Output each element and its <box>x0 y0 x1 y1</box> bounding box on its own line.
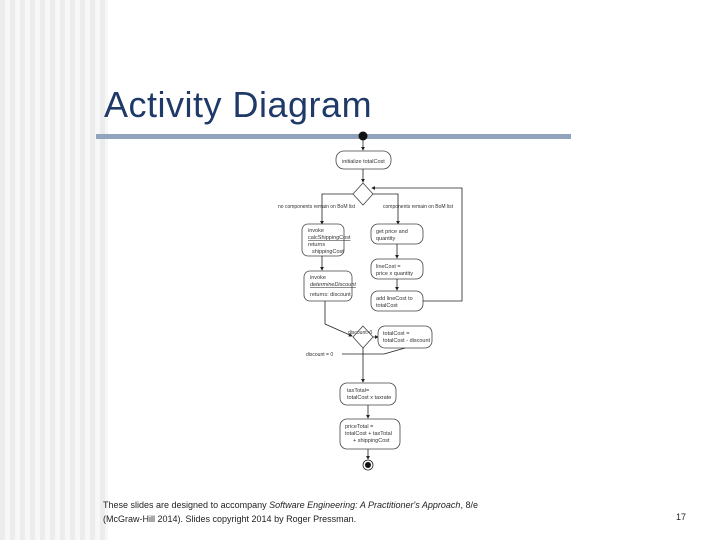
invoke-ship-line-4: shippingCost <box>312 249 344 255</box>
final-node-inner <box>365 462 371 468</box>
initial-node <box>359 132 368 141</box>
page-number: 17 <box>676 512 687 522</box>
guard-no-components-remain: no components remain on BoM list <box>278 204 355 210</box>
price-line-1: priceTotal = <box>345 424 374 430</box>
slide-title: Activity Diagram <box>104 84 373 125</box>
get-price-line-1: get price and <box>376 229 408 235</box>
apply-disc-line-1: totalCost = <box>383 331 410 337</box>
activity-diagram <box>260 128 480 478</box>
invoke-ship-line-2: calcShippingCost <box>308 235 351 241</box>
tax-line-2: totalCost x taxrate <box>347 395 392 401</box>
footer-suffix: , 8/e <box>460 500 478 510</box>
get-price-line-2: quantity <box>376 236 396 242</box>
node-tax-total <box>340 383 396 405</box>
line-cost-line-2: price x quantity <box>376 271 413 277</box>
guard-discount-eq-zero: discount = 0 <box>306 352 334 358</box>
footer-line-2: (McGraw-Hill 2014). Slides copyright 2014 by Roger Pressman. <box>103 514 357 524</box>
decision-bom-list <box>353 183 373 205</box>
invoke-ship-line-3: returns <box>308 242 326 248</box>
invoke-disc-line-1: invoke <box>310 275 326 281</box>
add-line-line-1: add lineCost to <box>376 296 413 302</box>
node-apply-discount <box>378 326 432 348</box>
price-line-2: totalCost + taxTotal <box>345 431 392 437</box>
footer-prefix: These slides are designed to accompany <box>103 500 270 510</box>
guard-discount-gt-zero: discount>0 <box>348 330 373 336</box>
invoke-ship-line-1: invoke <box>308 228 324 234</box>
footer-book-title: Software Engineering: A Practitioner's Approach <box>269 500 461 510</box>
node-initialize-label: initialize totalCost <box>342 159 385 165</box>
price-line-3: + shippingCost <box>353 438 390 444</box>
line-cost-line-1: lineCost = <box>376 264 401 270</box>
add-line-line-2: totalCost <box>376 303 398 309</box>
invoke-disc-line-2: determineDiscount <box>310 282 356 288</box>
guard-components-remain: components remain on BoM list <box>383 204 454 210</box>
apply-disc-line-2: totalCost - discount <box>383 338 431 344</box>
slide-footer <box>103 498 583 526</box>
invoke-disc-line-3: returns: discount <box>310 292 351 298</box>
tax-line-1: taxTotal= <box>347 388 370 394</box>
